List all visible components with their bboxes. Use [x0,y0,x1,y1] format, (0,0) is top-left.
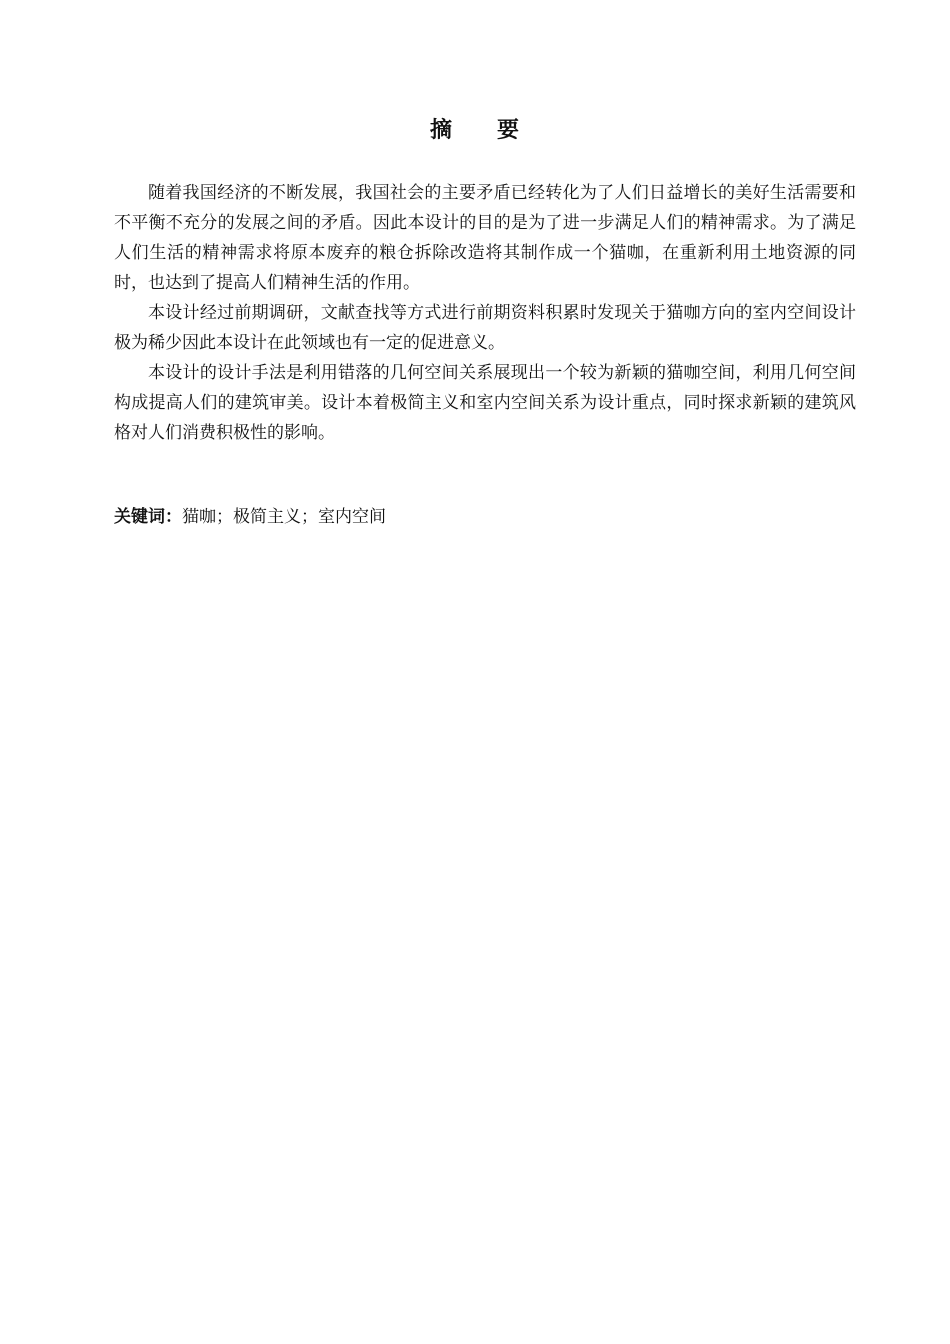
abstract-paragraph-2: 本设计经过前期调研，文献查找等方式进行前期资料积累时发现关于猫咖方向的室内空间设计极为稀少因此本设计在此领域也有一定的促进意义。 [114,303,856,353]
keywords-line [114,502,856,532]
abstract-body [114,178,856,448]
abstract-title-char-2: 要 [497,118,521,143]
keywords-value: 猫咖；极简主义；室内空间 [182,507,386,527]
abstract-title [0,116,950,146]
abstract-paragraph-1: 随着我国经济的不断发展，我国社会的主要矛盾已经转化为了人们日益增长的美好生活需要和不平衡不充分的发展之间的矛盾。因此本设计的目的是为了进一步满足人们的精神需求。为了满足人们生活的精神需求将原本废弃的粮仓拆除改造将其制作成一个猫咖，在重新利用土地资源的同时，也达到了提高人们精神生活的作用。 [114,183,856,293]
abstract-title-char-1: 摘 [429,118,453,143]
keywords-label: 关键词： [114,507,182,527]
abstract-paragraph-3: 本设计的设计手法是利用错落的几何空间关系展现出一个较为新颖的猫咖空间，利用几何空间构成提高人们的建筑审美。设计本着极简主义和室内空间关系为设计重点，同时探求新颖的建筑风格对人们消费积极性的影响。 [114,363,856,443]
